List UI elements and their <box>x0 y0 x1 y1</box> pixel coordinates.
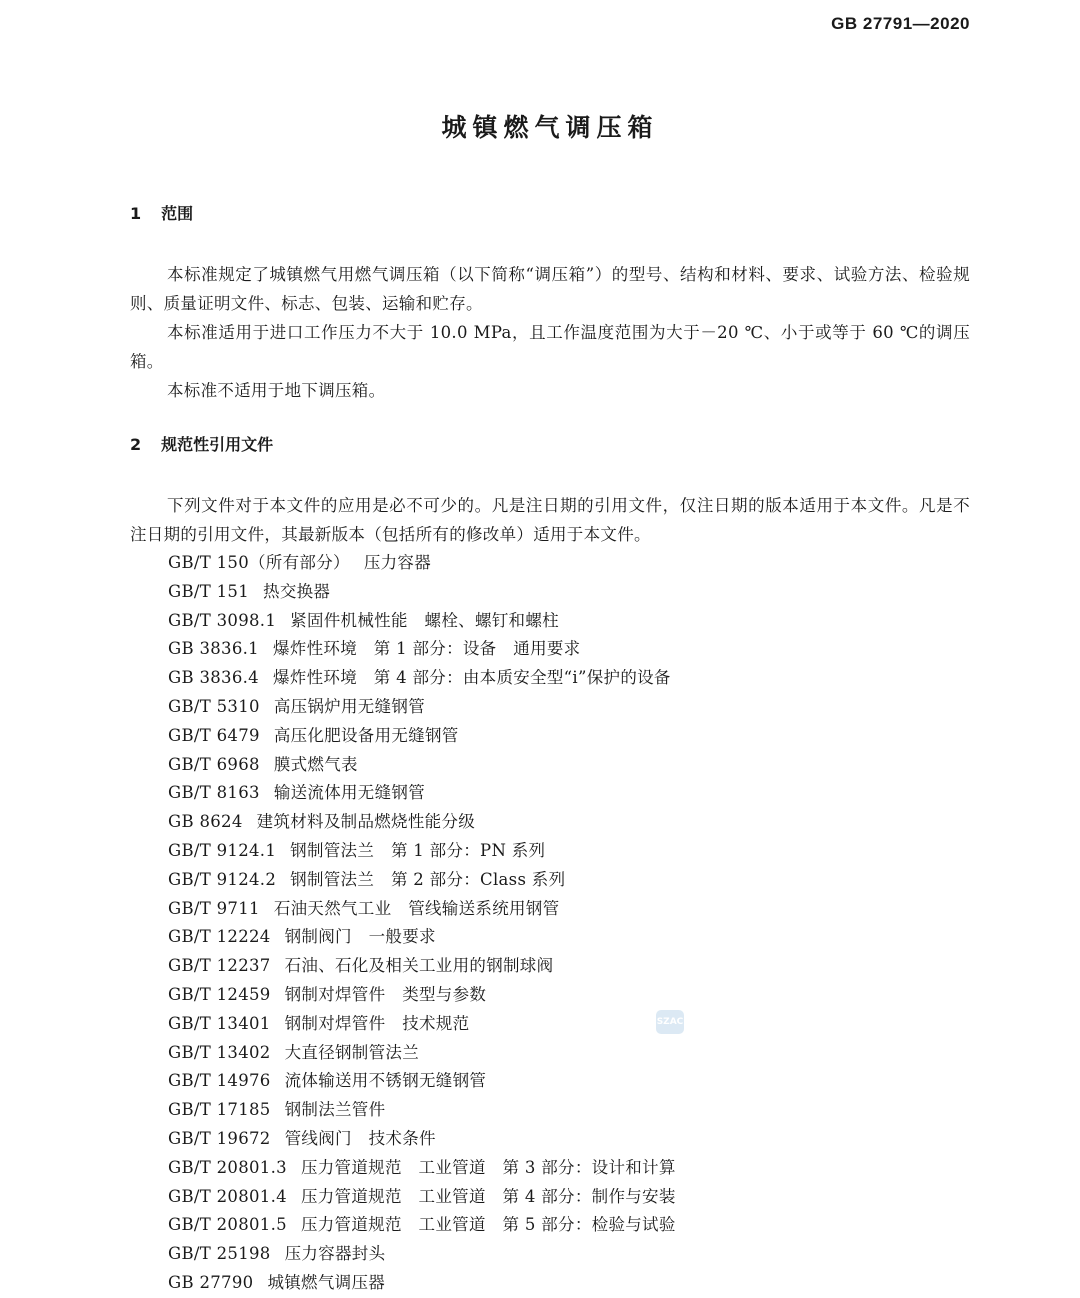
reference-title: 管线阀门 技术条件 <box>284 1128 436 1148</box>
reference-code: GB/T 5310 <box>168 696 260 716</box>
reference-item <box>168 635 970 664</box>
section-number: 2 <box>130 435 142 454</box>
reference-title: 钢制管法兰 第 2 部分：Class 系列 <box>290 869 566 889</box>
reference-code: GB/T 8163 <box>168 783 260 803</box>
reference-item <box>168 607 970 636</box>
reference-title: 膜式燃气表 <box>273 754 358 774</box>
reference-title: 石油、石化及相关工业用的钢制球阀 <box>284 956 554 976</box>
reference-code: GB 27790 <box>168 1272 254 1292</box>
reference-title: 压力管道规范 工业管道 第 5 部分：检验与试验 <box>300 1215 676 1235</box>
section-heading <box>130 202 970 226</box>
reference-item <box>168 1154 970 1183</box>
reference-item <box>168 693 970 722</box>
section-title: 范围 <box>161 204 194 223</box>
reference-code: GB/T 20801.4 <box>168 1186 287 1206</box>
reference-item <box>168 1067 970 1096</box>
reference-title: 爆炸性环境 第 1 部分：设备 通用要求 <box>273 639 581 659</box>
paragraph: 下列文件对于本文件的应用是必不可少的。凡是注日期的引用文件，仅注日期的版本适用于本文件。凡是不注日期的引用文件，其最新版本（包括所有的修改单）适用于本文件。 <box>130 496 970 544</box>
reference-title: 城镇燃气调压器 <box>267 1272 386 1292</box>
paragraph: 本标准适用于进口工作压力不大于 10.0 MPa，且工作温度范围为大于－20 ℃、小于或等于 60 ℃的调压箱。 <box>130 323 970 371</box>
reference-code: GB/T 151 <box>168 581 250 601</box>
reference-code: GB/T 12237 <box>168 956 271 976</box>
reference-item <box>168 751 970 780</box>
reference-code: GB/T 14976 <box>168 1071 271 1091</box>
reference-title: 压力管道规范 工业管道 第 4 部分：制作与安装 <box>300 1186 676 1206</box>
reference-title: 高压锅炉用无缝钢管 <box>273 696 426 716</box>
reference-title: 钢制法兰管件 <box>284 1100 386 1120</box>
reference-code: GB 3836.4 <box>168 668 259 688</box>
section-heading <box>130 433 970 457</box>
reference-title: 热交换器 <box>263 581 331 601</box>
document-title: 城镇燃气调压箱 <box>441 113 659 142</box>
reference-code: GB/T 25198 <box>168 1244 271 1264</box>
reference-code: GB 3836.1 <box>168 639 259 659</box>
reference-item <box>168 952 970 981</box>
reference-code: GB/T 20801.5 <box>168 1215 287 1235</box>
section-title: 规范性引用文件 <box>161 435 274 454</box>
reference-title: 压力容器 <box>363 553 432 572</box>
reference-item <box>168 837 970 866</box>
reference-code: GB/T 6968 <box>168 754 260 774</box>
reference-item <box>168 779 970 808</box>
reference-title: 输送流体用无缝钢管 <box>273 783 426 803</box>
reference-title: 钢制阀门 一般要求 <box>284 927 436 947</box>
reference-code: GB/T 9124.1 <box>168 840 277 860</box>
reference-title: 高压化肥设备用无缝钢管 <box>273 725 459 745</box>
reference-title: 紧固件机械性能 螺栓、螺钉和螺柱 <box>290 610 559 630</box>
section-scope <box>130 202 970 405</box>
paragraph: 本标准规定了城镇燃气用燃气调压箱（以下简称“调压箱”）的型号、结构和材料、要求、试验方法、检验规则、质量证明文件、标志、包装、运输和贮存。 <box>130 265 970 313</box>
reference-item <box>168 808 970 837</box>
reference-item <box>168 1240 970 1269</box>
reference-item <box>168 1010 970 1039</box>
reference-title: 钢制对焊管件 技术规范 <box>284 1013 470 1033</box>
reference-code: GB/T 12459 <box>168 984 271 1004</box>
section-number: 1 <box>130 204 142 223</box>
reference-item <box>168 1096 970 1125</box>
reference-item <box>168 1211 970 1240</box>
reference-code: GB/T 20801.3 <box>168 1157 287 1177</box>
reference-item <box>168 1269 970 1298</box>
reference-code: GB/T 19672 <box>168 1128 271 1148</box>
reference-item <box>168 722 970 751</box>
watermark-logo: SZAC <box>656 1010 684 1034</box>
reference-item <box>168 923 970 952</box>
reference-code: GB/T 3098.1 <box>168 610 277 630</box>
reference-item <box>168 1125 970 1154</box>
reference-item <box>168 895 970 924</box>
reference-item <box>168 1039 970 1068</box>
reference-item <box>168 981 970 1010</box>
reference-title: 石油天然气工业 管线输送系统用钢管 <box>273 898 560 918</box>
reference-code: GB/T 17185 <box>168 1100 271 1120</box>
reference-title: 大直径钢制管法兰 <box>284 1042 420 1062</box>
reference-code: GB/T 13402 <box>168 1042 271 1062</box>
reference-code: GB/T 9124.2 <box>168 869 277 889</box>
reference-item <box>168 866 970 895</box>
reference-item <box>168 578 970 607</box>
reference-code: GB 8624 <box>168 812 243 832</box>
reference-list <box>130 549 970 1298</box>
reference-title: 钢制管法兰 第 1 部分：PN 系列 <box>290 840 546 860</box>
reference-code: GB/T 9711 <box>168 898 260 918</box>
reference-title: 流体输送用不锈钢无缝钢管 <box>284 1071 487 1091</box>
reference-code: GB/T 12224 <box>168 927 271 947</box>
reference-code: GB/T 150（所有部分） <box>168 553 350 572</box>
reference-item <box>168 664 970 693</box>
reference-item <box>168 549 970 578</box>
paragraph: 本标准不适用于地下调压箱。 <box>167 381 386 400</box>
reference-code: GB/T 13401 <box>168 1013 271 1033</box>
reference-title: 钢制对焊管件 类型与参数 <box>284 984 487 1004</box>
reference-title: 爆炸性环境 第 4 部分：由本质安全型“i”保护的设备 <box>273 668 671 688</box>
section-normative-references <box>130 433 970 1298</box>
standard-number: GB 27791—2020 <box>831 14 970 33</box>
reference-title: 压力容器封头 <box>284 1244 386 1264</box>
reference-item <box>168 1183 970 1212</box>
reference-title: 建筑材料及制品燃烧性能分级 <box>256 812 476 832</box>
reference-title: 压力管道规范 工业管道 第 3 部分：设计和计算 <box>300 1157 676 1177</box>
reference-code: GB/T 6479 <box>168 725 260 745</box>
